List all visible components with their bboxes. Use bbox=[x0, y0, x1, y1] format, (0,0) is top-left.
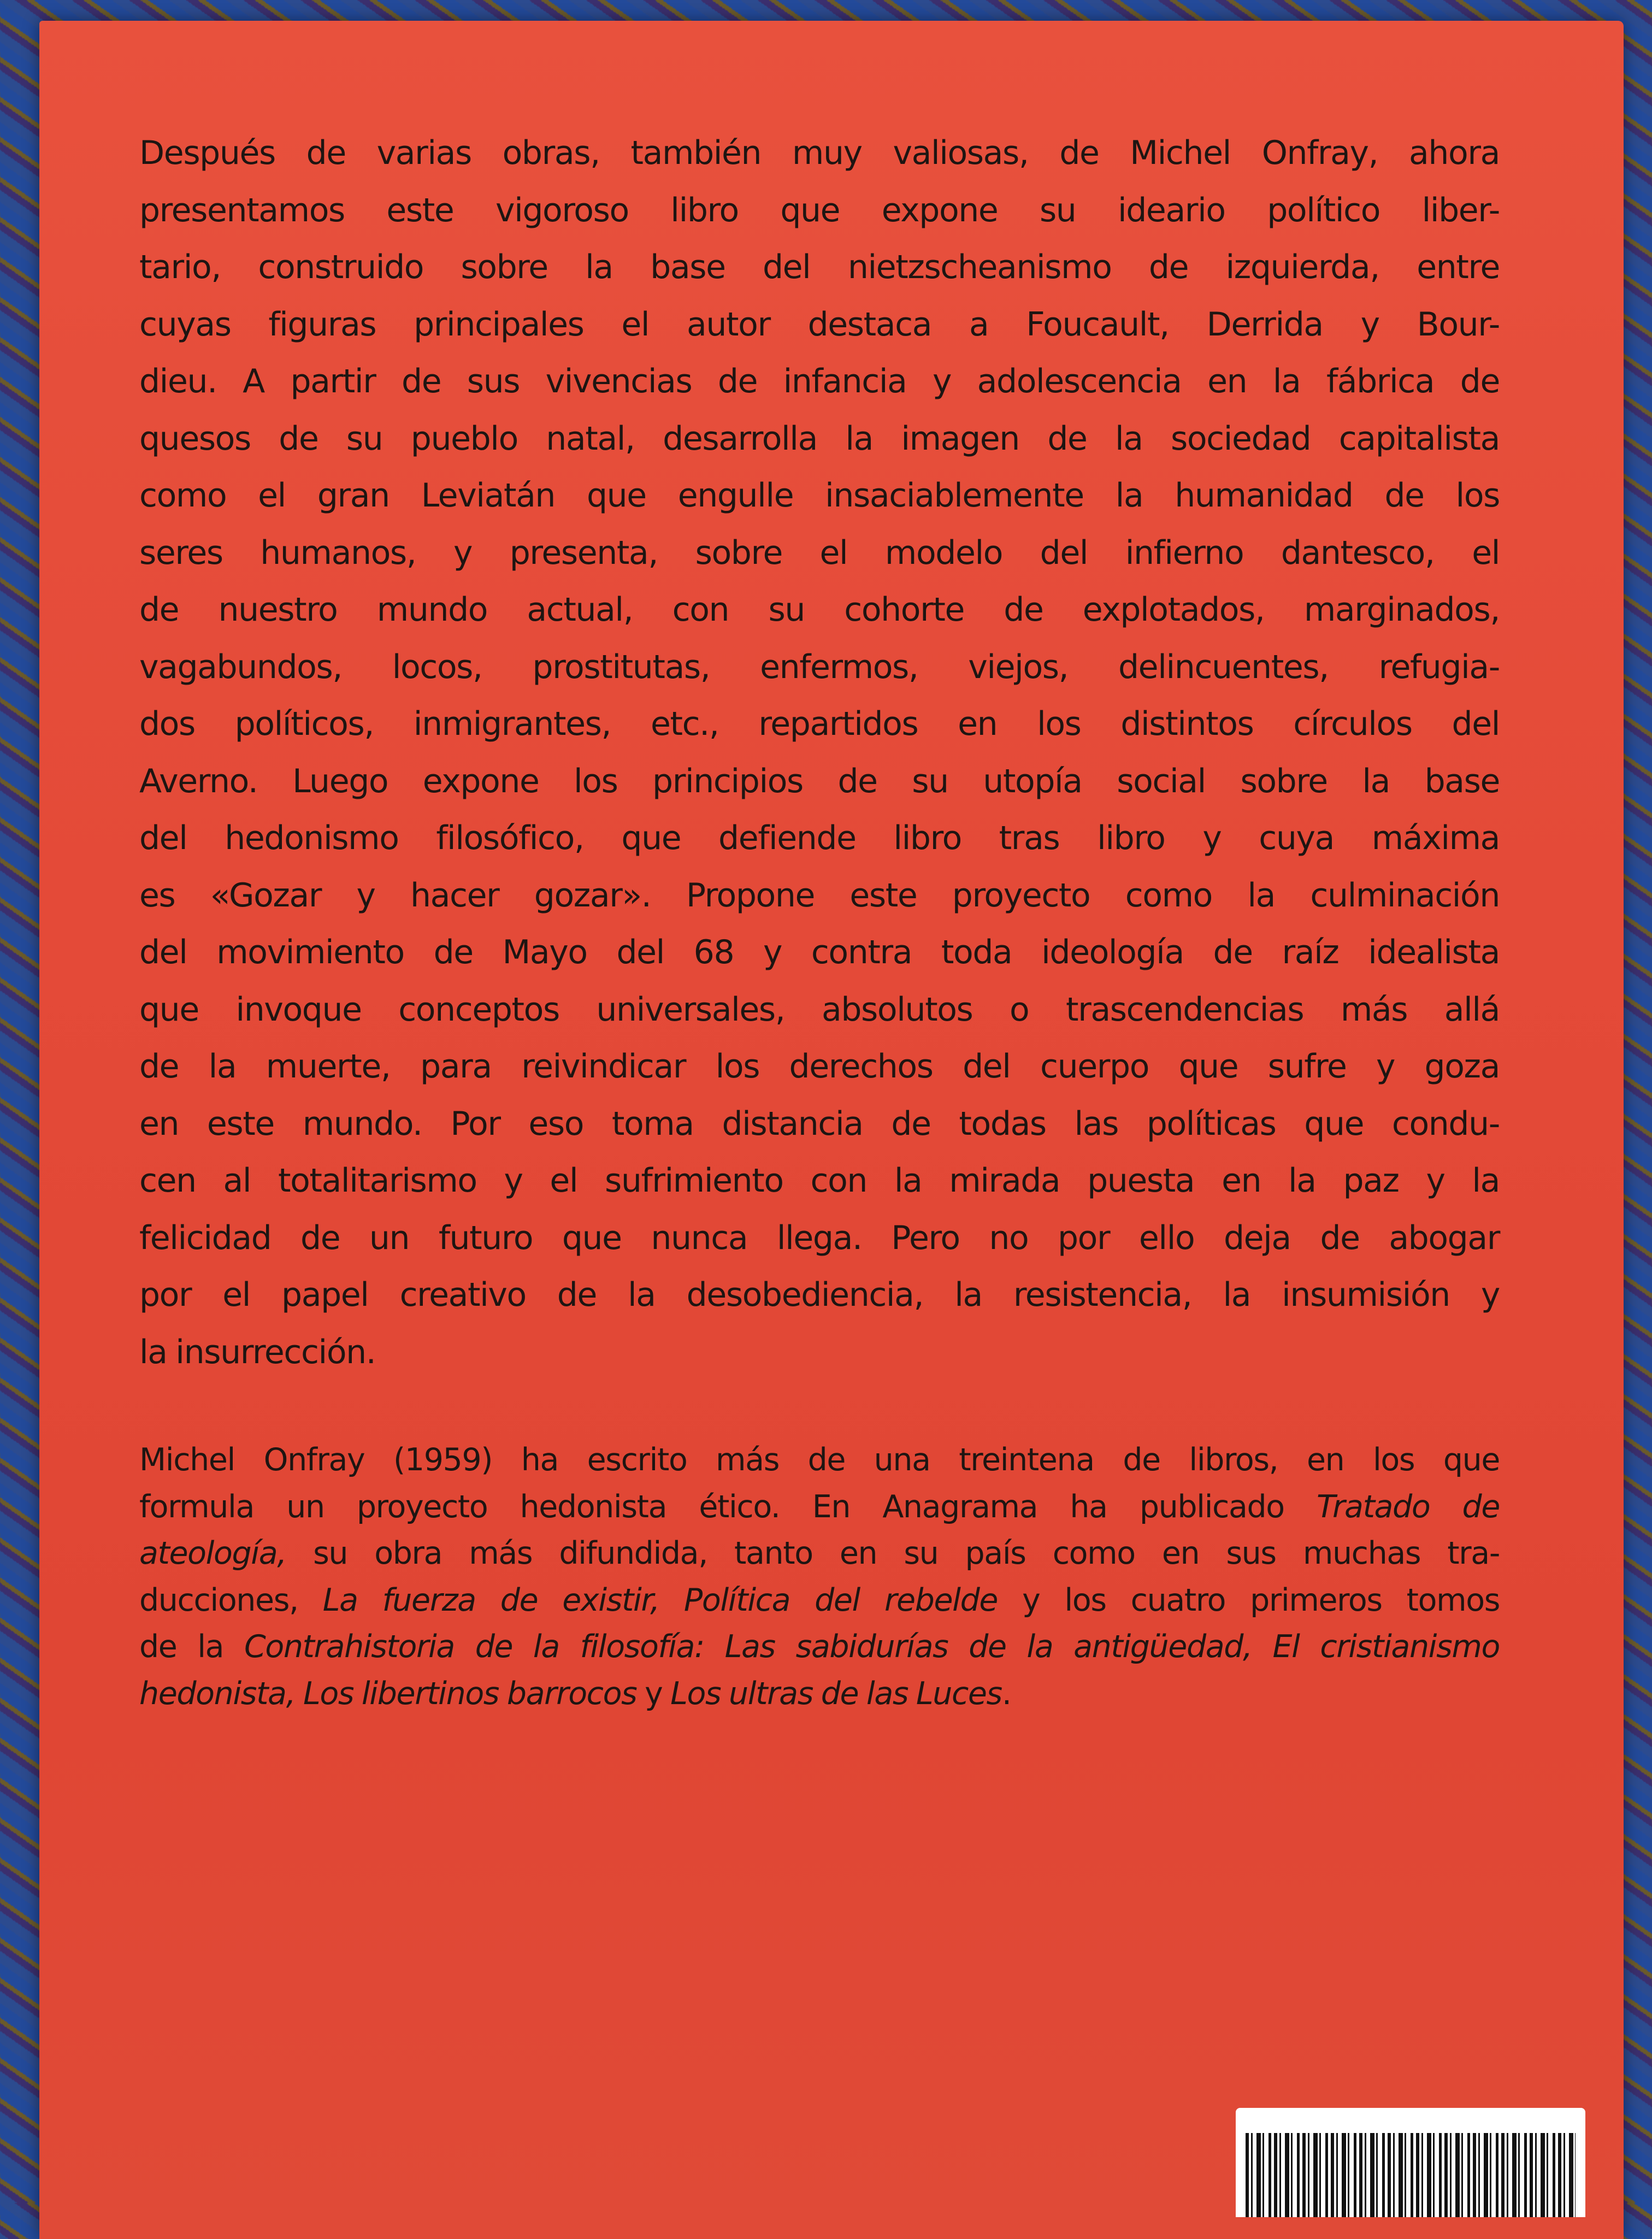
synopsis-line: de nuestro mundo actual, con su cohorte de explotados, marginados, bbox=[139, 591, 1500, 629]
synopsis-line: por el papel creativo de la desobediencia, la resistencia, la insumisión y bbox=[139, 1276, 1500, 1314]
barcode-label bbox=[1236, 2108, 1585, 2217]
bio-book-title: ateología, bbox=[139, 1535, 286, 1571]
synopsis-line: Averno. Luego expone los principios de su utopía social sobre la base bbox=[139, 762, 1500, 800]
synopsis-line: dos políticos, inmigrantes, etc., repartidos en los distintos círculos del bbox=[139, 705, 1500, 743]
synopsis-line: dieu. A partir de sus vivencias de infancia y adolescencia en la fábrica de bbox=[139, 362, 1500, 400]
synopsis-line: que invoque conceptos universales, absolutos o trascendencias más allá bbox=[139, 990, 1500, 1029]
synopsis-line: como el gran Leviatán que engulle insaciablemente la humanidad de los bbox=[139, 476, 1500, 515]
bio-text: y los cuatro primeros tomos bbox=[998, 1582, 1500, 1618]
synopsis-line: cuyas figuras principales el autor destaca a Foucault, Derrida y Bour- bbox=[139, 305, 1500, 344]
bio-line bbox=[139, 1437, 1500, 1484]
bio-text: y bbox=[636, 1675, 671, 1712]
synopsis-line: Después de varias obras, también muy valiosas, de Michel Onfray, ahora bbox=[139, 134, 1500, 172]
bio-line bbox=[139, 1577, 1500, 1624]
synopsis-line-last: la insurrección. bbox=[139, 1333, 376, 1371]
bio-line bbox=[139, 1671, 1500, 1718]
synopsis-paragraph bbox=[139, 125, 1500, 1381]
synopsis-line: en este mundo. Por eso toma distancia de todas las políticas que condu- bbox=[139, 1104, 1500, 1143]
bio-line bbox=[139, 1530, 1500, 1577]
barcode-bars bbox=[1246, 2133, 1576, 2217]
bio-book-title: La fuerza de existir, Política del rebelde bbox=[322, 1582, 998, 1618]
synopsis-line: es «Gozar y hacer gozar». Propone este proyecto como la culminación bbox=[139, 876, 1500, 915]
synopsis-line: quesos de su pueblo natal, desarrolla la imagen de la sociedad capitalista bbox=[139, 419, 1500, 458]
bio-text: formula un proyecto hedonista ético. En Anagrama ha publicado bbox=[139, 1488, 1317, 1525]
bio-text: . bbox=[1001, 1675, 1011, 1712]
bio-line bbox=[139, 1484, 1500, 1531]
author-bio-paragraph bbox=[139, 1437, 1500, 1717]
bio-text: su obra más difundida, tanto en su país como en sus muchas tra- bbox=[286, 1535, 1500, 1571]
bio-text: Michel Onfray (1959) ha escrito más de una treintena de libros, en los que bbox=[139, 1442, 1500, 1478]
synopsis-line: cen al totalitarismo y el sufrimiento con la mirada puesta en la paz y la bbox=[139, 1162, 1500, 1200]
synopsis-line: seres humanos, y presenta, sobre el modelo del infierno dantesco, el bbox=[139, 533, 1500, 572]
synopsis-line: presentamos este vigoroso libro que expone su ideario político liber- bbox=[139, 191, 1500, 229]
bio-book-title: Tratado de bbox=[1317, 1488, 1500, 1525]
bio-book-title: hedonista, Los libertinos barrocos bbox=[139, 1675, 637, 1712]
bio-line bbox=[139, 1624, 1500, 1671]
synopsis-line: del hedonismo filosófico, que defiende libro tras libro y cuya máxima bbox=[139, 819, 1500, 857]
synopsis-line: vagabundos, locos, prostitutas, enfermos, viejos, delincuentes, refugia- bbox=[139, 647, 1500, 686]
synopsis-line: de la muerte, para reivindicar los derechos del cuerpo que sufre y goza bbox=[139, 1047, 1500, 1086]
bio-book-title: Los ultras de las Luces bbox=[670, 1675, 1002, 1712]
synopsis-line: del movimiento de Mayo del 68 y contra toda ideología de raíz idealista bbox=[139, 933, 1500, 971]
bio-text: de la bbox=[139, 1629, 244, 1665]
bio-text: ducciones, bbox=[139, 1582, 323, 1618]
synopsis-line: tario, construido sobre la base del nietzscheanismo de izquierda, entre bbox=[139, 248, 1500, 286]
synopsis-line: felicidad de un futuro que nunca llega. Pero no por ello deja de abogar bbox=[139, 1218, 1500, 1257]
bio-book-title: Contrahistoria de la filosofía: Las sabidurías de la antigüedad, El cristianismo bbox=[244, 1629, 1500, 1665]
